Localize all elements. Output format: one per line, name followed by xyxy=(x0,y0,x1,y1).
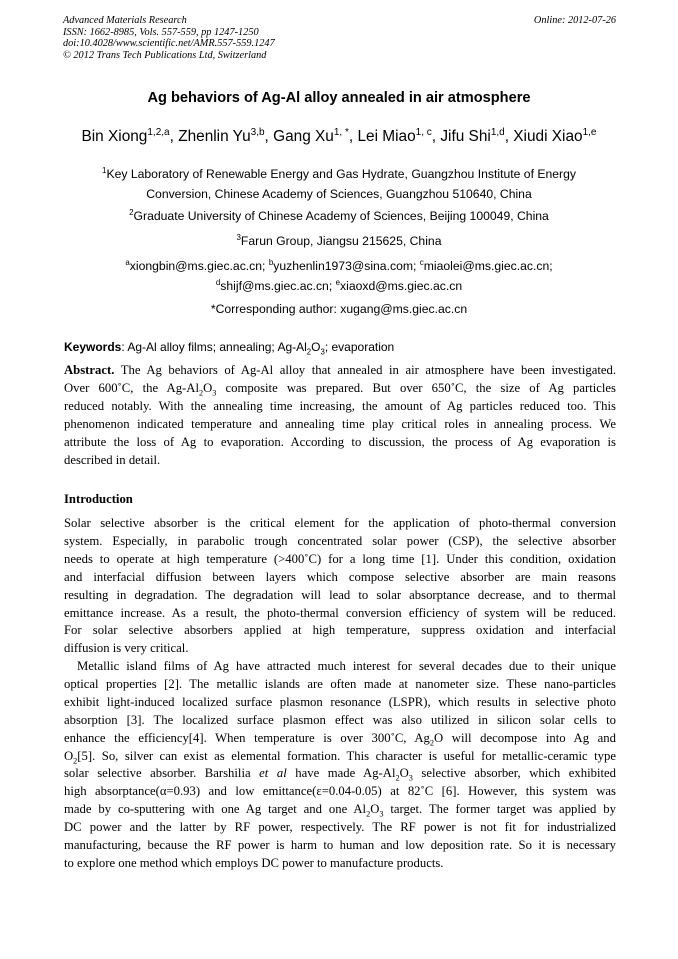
affiliation-3: $^3$Farun Group, Jiangsu 215625, China xyxy=(236,232,442,248)
issn-line: ISSN: 1662-8985, Vols. 557-559, pp 1247-1250 xyxy=(63,26,259,38)
journal-header xyxy=(63,15,616,61)
author: Gang $Xu^{1, *}$, xyxy=(273,126,358,145)
affiliation-2: $^2$Graduate University of Chinese Academy of Sciences, Beijing 100049, China xyxy=(129,207,549,223)
copyright-line: © 2012 Trans Tech Publications Ltd, Switzerland xyxy=(63,49,267,61)
doi-line: doi:10.4028/www.scientific.net/AMR.557-559.1247 xyxy=(63,38,275,50)
section-heading-introduction: Introduction xyxy=(64,492,133,506)
paper-title: Ag behaviors of Ag-Al alloy annealed in air atmosphere xyxy=(147,90,531,106)
intro-paragraph-1: Solar selective absorber is the critical element for the application of photo-thermal conversion system. Especially, in parabolic trough concentrated solar power (CSP), the selective absorber needs to operate at high temperature (>400˚C) for a long time [1]. Under this condition, oxidation and interfacial diffusion between layers which compose selective absorber are main reasons resulting in degradation. The degradation will lead to solar absorptance decrease, and to thermal emittance increase. As a result, the photo-thermal conversion efficiency of system will be reduced. For solar selective absorbers applied at high temperature, suppress oxidation and interfacial diffusion is very critical. xyxy=(64,516,616,656)
affiliation-1: $^1$Key Laboratory of Renewable Energy and Gas Hydrate, Guangzhou Institute of Energy Conversion, Chinese Academy of Sciences, Guangzhou 510640, China xyxy=(102,165,576,201)
online-date: Online: 2012-07-26 xyxy=(533,15,616,26)
email-list: $^a$xiongbin@ms.giec.ac.cn; $^b$yuzhenlin1973@sina.com; $^c$miaolei@ms.giec.ac.cn; $^d$shijf@ms.giec.ac.cn; $^e$xiaoxd@ms.giec.ac.cn xyxy=(125,257,553,293)
abstract-label: Abstract. xyxy=(64,363,115,377)
abstract: Abstract. The Ag behaviors of Ag-Al alloy that annealed in air atmosphere have been investigated. Over 600˚C, the $Ag-Al_2O_3$ composite was prepared. But over 650˚C, the size of Ag particles reduced notably. With the annealing time increasing, the amount of Ag particles reduced too. This phenomenon indicated temperature and annealing time play critical roles in annealing process. We attribute the loss of Ag to evaporation. According to discussion, the process of Ag evaporation is described in detail. xyxy=(64,363,616,467)
intro-paragraph-2: Metallic island films of Ag have attracted much interest for several decades due to their unique optical properties [2]. The metallic islands are often made at nanometer size. These nano-particles exhibit light-induced localized surface plasmon resonance (LSPR), which results in selective photo absorption [3]. The localized surface plasmon effect was also utilized in silicon solar cells to enhance the efficiency[4]. When temperature is over 300˚C, $Ag_2O$ will decompose into Ag and $O_2[5]$. So, silver can exist as elemental formation. This character is useful for metallic-ceramic type solar selective absorber. Barshilia et al have made $Ag-Al_2O_3$ selective absorber, which exhibited high absorptance(α=0.93) and low emittance(ε=0.04-0.05) at 82˚C [6]. However, this system was made by co-sputtering with one Ag target and one $Al_2O_3$ target. The former target was applied by DC power and the latter by RF power, respectively. The RF power is not fit for industrialized manufacturing, because the RF power is harm to human and low deposition rate. So it is necessary to explore one method which employs DC power to manufacture products. xyxy=(64,659,616,870)
author: Bin Xiong$^{1,2,a}$, xyxy=(81,126,179,145)
author: Xiudi Xiao$^{1,e}$ xyxy=(513,126,597,145)
keywords-label: Keywords xyxy=(64,340,122,354)
journal-name: Advanced Materials Research xyxy=(63,15,187,26)
author: Lei Miao$^{1, c}$, xyxy=(357,126,441,145)
author-list xyxy=(0,128,678,146)
author: Jifu Shi$^{1,d}$, xyxy=(440,126,514,145)
keywords: Keywords: Ag-Al alloy films; annealing; $Ag-Al_2O_3$; evaporation xyxy=(64,340,395,357)
author: Zhenlin Yu$^{3,b}$, xyxy=(178,126,274,145)
corresponding-author: *Corresponding author: xugang@ms.giec.ac.cn xyxy=(210,302,468,316)
